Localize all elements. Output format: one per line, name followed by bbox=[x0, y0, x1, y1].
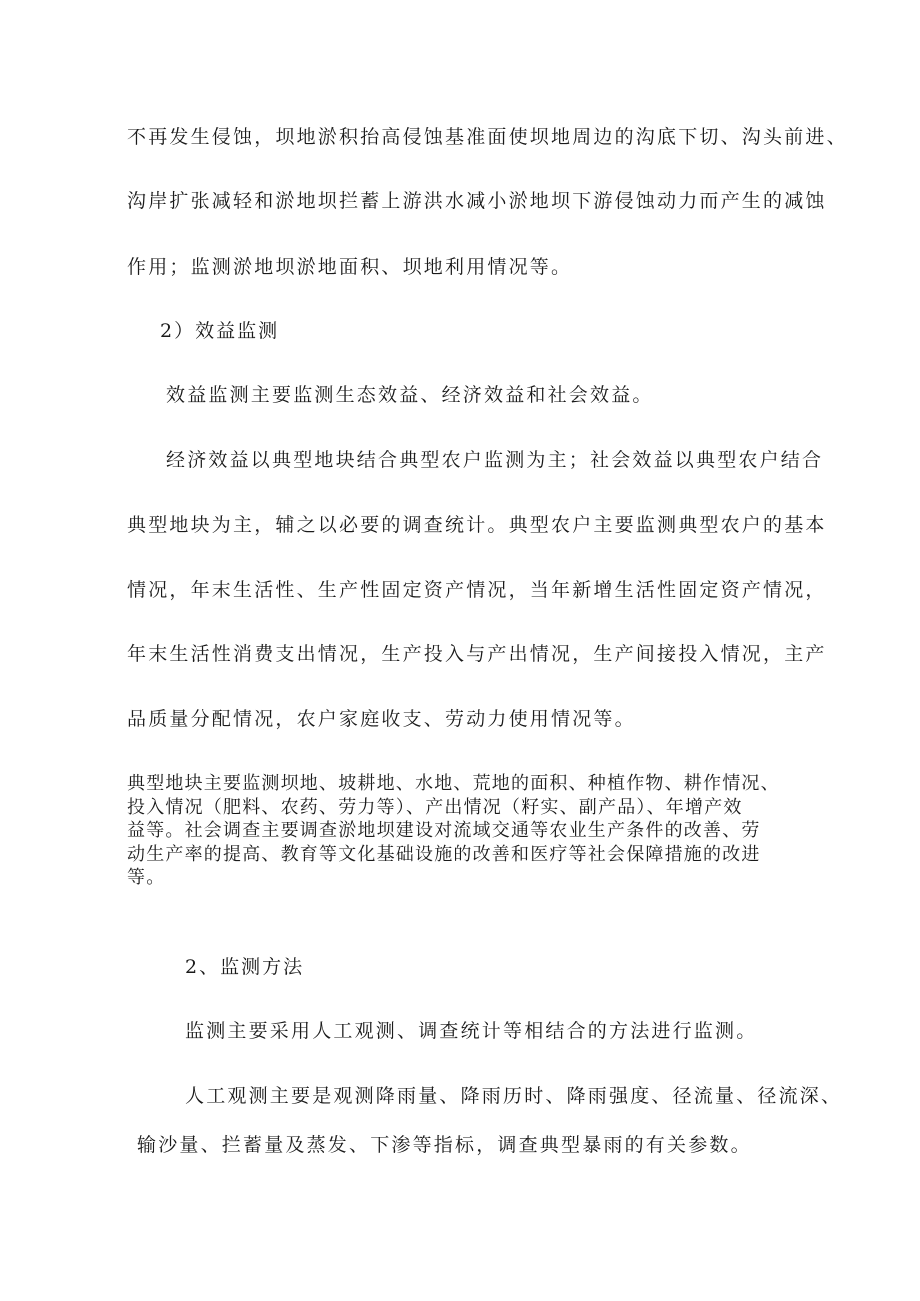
paragraph-line: 情况，年末生活性、生产性固定资产情况，当年新增生活性固定资产情况， bbox=[127, 579, 827, 601]
paragraph-line: 作用；监测淤地坝淤地面积、坝地利用情况等。 bbox=[127, 256, 573, 278]
paragraph-line: 益等。社会调查主要调查淤地坝建设对流域交通等农业生产条件的改善、劳 bbox=[127, 820, 761, 841]
paragraph-line: 效益监测主要监测生态效益、经济效益和社会效益。 bbox=[166, 384, 654, 406]
paragraph-line: 人工观测主要是观测降雨量、降雨历时、降雨强度、径流量、径流深、 bbox=[185, 1085, 843, 1107]
section-heading-method: 2、监测方法 bbox=[185, 956, 305, 978]
paragraph-line: 典型地块主要监测坝地、坡耕地、水地、荒地的面积、种植作物、耕作情况、 bbox=[127, 773, 780, 794]
paragraph-line: 等。 bbox=[127, 867, 166, 888]
paragraph-line: 投入情况（肥料、农药、劳力等）、产出情况（籽实、副产品）、年增产效 bbox=[127, 796, 743, 818]
paragraph-line: 品质量分配情况，农户家庭收支、劳动力使用情况等。 bbox=[127, 708, 636, 730]
dense-paragraph bbox=[127, 772, 817, 890]
paragraph-line: 沟岸扩张减轻和淤地坝拦蓄上游洪水减小淤地坝下游侵蚀动力而产生的减蚀 bbox=[127, 190, 827, 212]
paragraph-line: 典型地块为主，辅之以必要的调查统计。典型农户主要监测典型农户的基本 bbox=[127, 514, 827, 536]
paragraph-line: 年末生活性消费支出情况，生产投入与产出情况，生产间接投入情况，主产 bbox=[127, 643, 827, 665]
paragraph-line: 不再发生侵蚀，坝地淤积抬高侵蚀基准面使坝地周边的沟底下切、沟头前进、 bbox=[127, 126, 848, 148]
paragraph-line: 动生产率的提高、教育等文化基础设施的改善和医疗等社会保障措施的改进 bbox=[127, 843, 761, 865]
section-heading-benefit: 2）效益监测 bbox=[160, 320, 280, 342]
paragraph-line: 输沙量、拦蓄量及蒸发、下渗等指标，调查典型暴雨的有关参数。 bbox=[137, 1134, 752, 1156]
paragraph-line: 经济效益以典型地块结合典型农户监测为主；社会效益以典型农户结合 bbox=[166, 449, 824, 471]
paragraph-line: 监测主要采用人工观测、调查统计等相结合的方法进行监测。 bbox=[185, 1020, 758, 1042]
